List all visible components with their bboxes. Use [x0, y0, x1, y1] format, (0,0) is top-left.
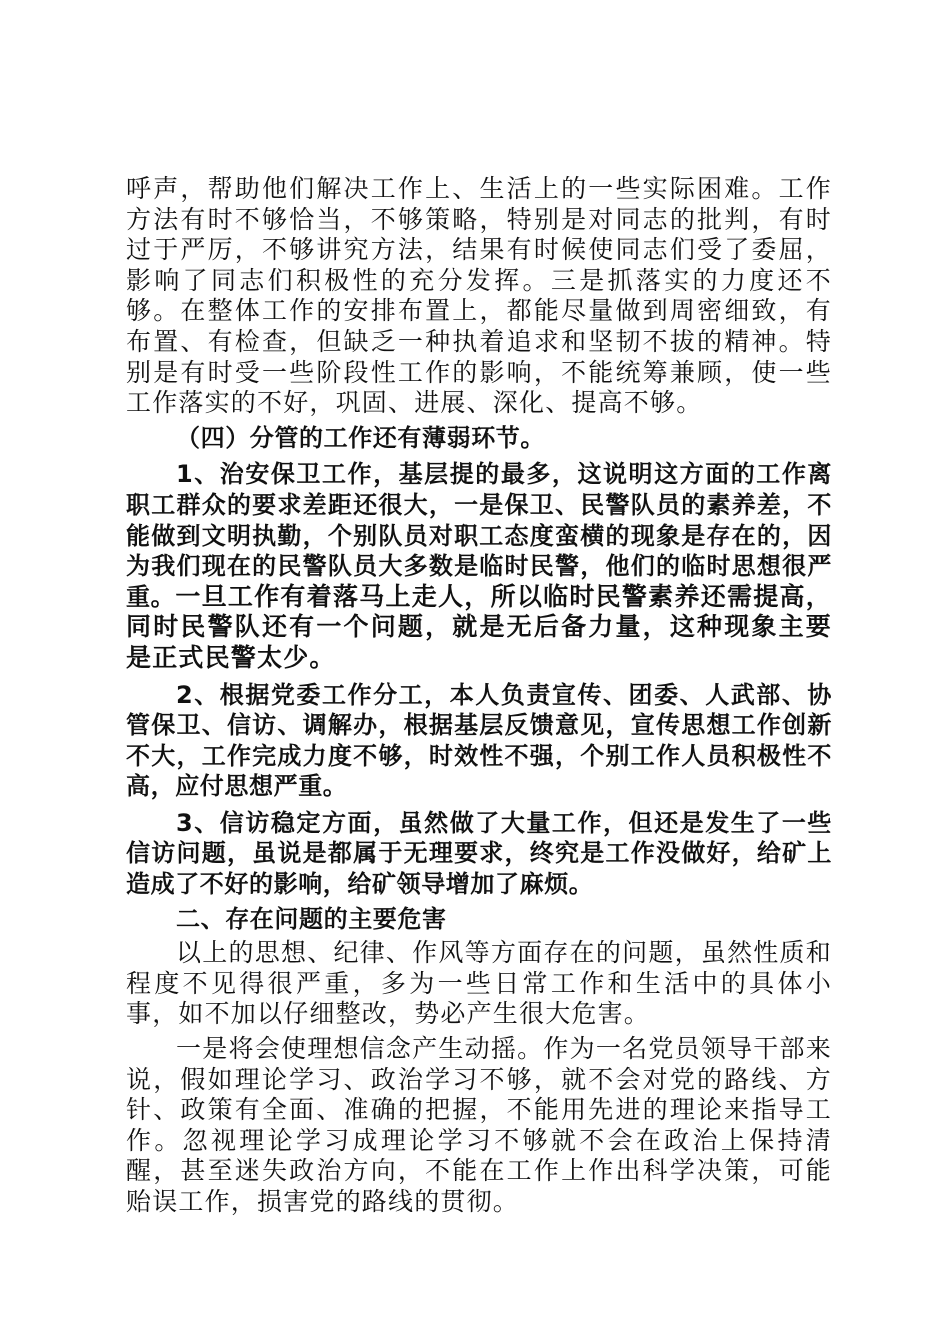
- paragraph-security-work-regular: 一旦工作有着落马上走人，所以临时民警素养还需提高，同时民警队还有一个问题，就是无后备力量，这种现象主要是正式民警太少。: [126, 581, 832, 672]
- section-heading-weak-links: （四）分管的工作还有薄弱环节。: [176, 423, 545, 452]
- document-body: [126, 174, 832, 1218]
- paragraph-security-work-bold: 1、治安保卫工作，基层提的最多，这说明这方面的工作离职工群众的要求差距还很大，一是保卫、民警队员的素养差，不能做到文明执勤，个别队员对职工态度蛮横的现象是存在的，因为我们现在的民警队员大多数是临时民警，他们的临时思想很严重。: [126, 460, 832, 611]
- paragraph-problems-summary: 以上的思想、纪律、作风等方面存在的问题，虽然性质和程度不见得很严重，多为一些日常工作和生活中的具体小事，如不加以仔细整改，势必产生很大危害。: [126, 938, 832, 1029]
- paragraph-ideal-belief: 一是将会使理想信念产生动摇。作为一名党员领导干部来说，假如理论学习、政治学习不够，就不会对党的路线、方针、政策有全面、准确的把握，不能用先进的理论来指导工作。忽视理论学习成理论学习不够就不会在政治上保持清醒，甚至迷失政治方向，不能在工作上作出科学决策，可能贻误工作，损害党的路线的贯彻。: [126, 1034, 832, 1216]
- paragraph-security-work: [126, 459, 832, 673]
- paragraph-continuation: 呼声，帮助他们解决工作上、生活上的一些实际困难。工作方法有时不够恰当，不够策略，特别是对同志的批判，有时过于严厉，不够讲究方法，结果有时候使同志们受了委屈，影响了同志们积极性的充分发挥。三是抓落实的力度还不够。在整体工作的安排布置上，都能尽量做到周密细致，有布置、有检查，但缺乏一种执着追求和坚韧不拔的精神。特别是有时受一些阶段性工作的影响，不能统筹兼顾，使一些工作落实的不好，巩固、进展、深化、提高不够。: [126, 174, 832, 418]
- paragraph-division-of-work: 2、根据党委工作分工，本人负责宣传、团委、人武部、协管保卫、信访、调解办，根据基层反馈意见，宣传思想工作创新不大，工作完成力度不够，时效性不强，个别工作人员积极性不高，应付思想严重。: [126, 680, 832, 801]
- section-heading-main-harms: 二、存在问题的主要危害: [176, 904, 447, 933]
- paragraph-petition-stability: 3、信访稳定方面，虽然做了大量工作，但还是发生了一些信访问题，虽说是都属于无理要求，终究是工作没做好，给矿上造成了不好的影响，给矿领导增加了麻烦。: [126, 808, 832, 899]
